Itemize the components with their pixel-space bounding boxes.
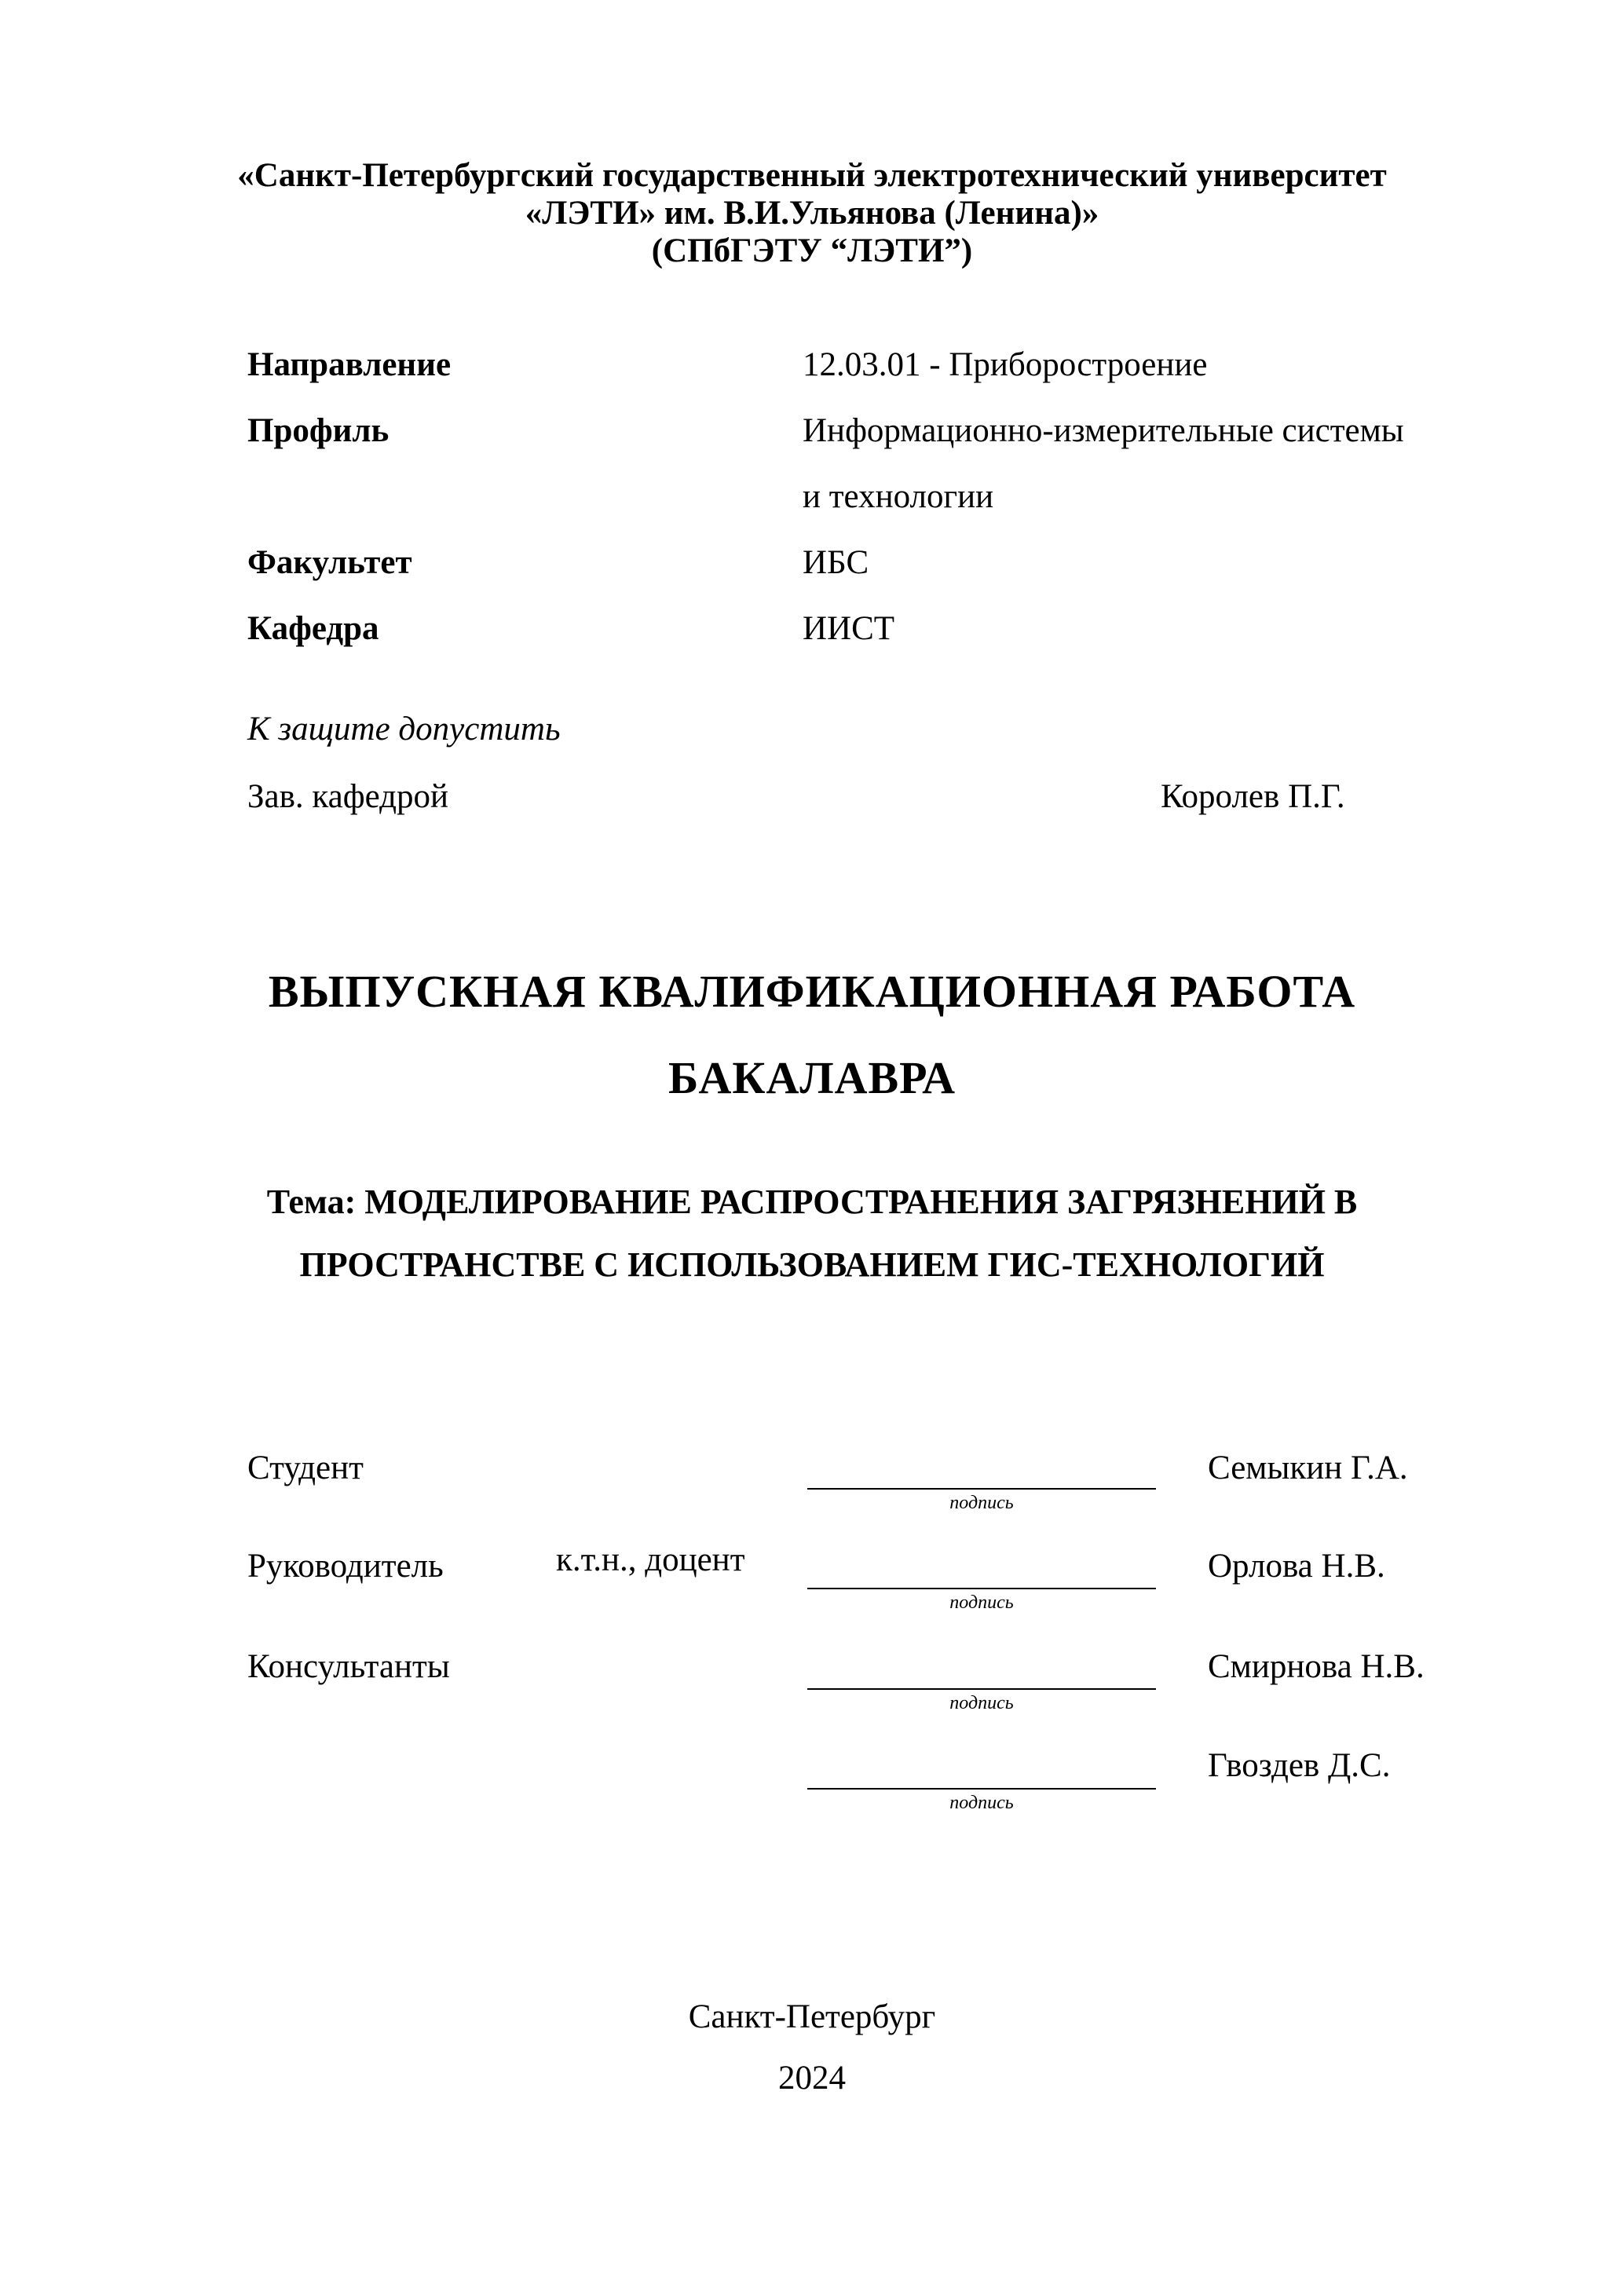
direction-value: 12.03.01 - Приборостроение [803,346,1208,383]
faculty-label: Факультет [247,544,412,581]
head-of-department-name: Королев П.Г. [1161,778,1345,815]
direction-label: Направление [247,346,452,383]
supervisor-label: Руководитель [247,1548,444,1585]
faculty-value: ИБС [803,544,869,581]
university-name-line2: «ЛЭТИ» им. В.И.Ульянова (Ленина)» [525,195,1099,232]
profile-label: Профиль [247,412,390,449]
university-abbreviation: (СПбГЭТУ “ЛЭТИ”) [651,232,973,269]
student-name: Семыкин Г.А. [1208,1450,1408,1486]
thesis-title-line1: ВЫПУСКНАЯ КВАЛИФИКАЦИОННАЯ РАБОТА [268,966,1356,1017]
year: 2024 [778,2060,846,2097]
student-signature-caption: подпись [949,1493,1014,1513]
thesis-title-line2: БАКАЛАВРА [668,1052,956,1103]
head-of-department-label: Зав. кафедрой [247,778,449,815]
city: Санкт-Петербург [688,1998,936,2035]
supervisor-degree: к.т.н., доцент [556,1541,745,1578]
consultant2-signature-caption: подпись [949,1793,1014,1813]
consultant2-name: Гвоздев Д.С. [1208,1747,1391,1784]
admit-to-defense-text: К защите допустить [247,711,561,748]
consultants-label: Консультанты [247,1648,450,1685]
student-signature-line [807,1488,1156,1490]
department-value: ИИСТ [803,610,895,647]
supervisor-name: Орлова Н.В. [1208,1548,1385,1585]
thesis-theme-line2: ПРОСТРАНСТВЕ С ИСПОЛЬЗОВАНИЕМ ГИС-ТЕХНОЛОГИЙ [299,1245,1325,1284]
university-name-line1: «Санкт-Петербургский государственный электротехнический университет [237,157,1387,194]
thesis-theme-line1: Тема: МОДЕЛИРОВАНИЕ РАСПРОСТРАНЕНИЯ ЗАГРЯЗНЕНИЙ В [266,1183,1358,1221]
consultant1-name: Смирнова Н.В. [1208,1648,1425,1685]
supervisor-signature-caption: подпись [949,1592,1014,1613]
consultant1-signature-line [807,1688,1156,1690]
consultant1-signature-caption: подпись [949,1693,1014,1713]
consultant2-signature-line [807,1788,1156,1790]
profile-value-line2: и технологии [803,478,994,515]
profile-value-line1: Информационно-измерительные системы [803,412,1404,449]
student-label: Студент [247,1450,364,1486]
supervisor-signature-line [807,1588,1156,1589]
department-label: Кафедра [247,610,379,647]
